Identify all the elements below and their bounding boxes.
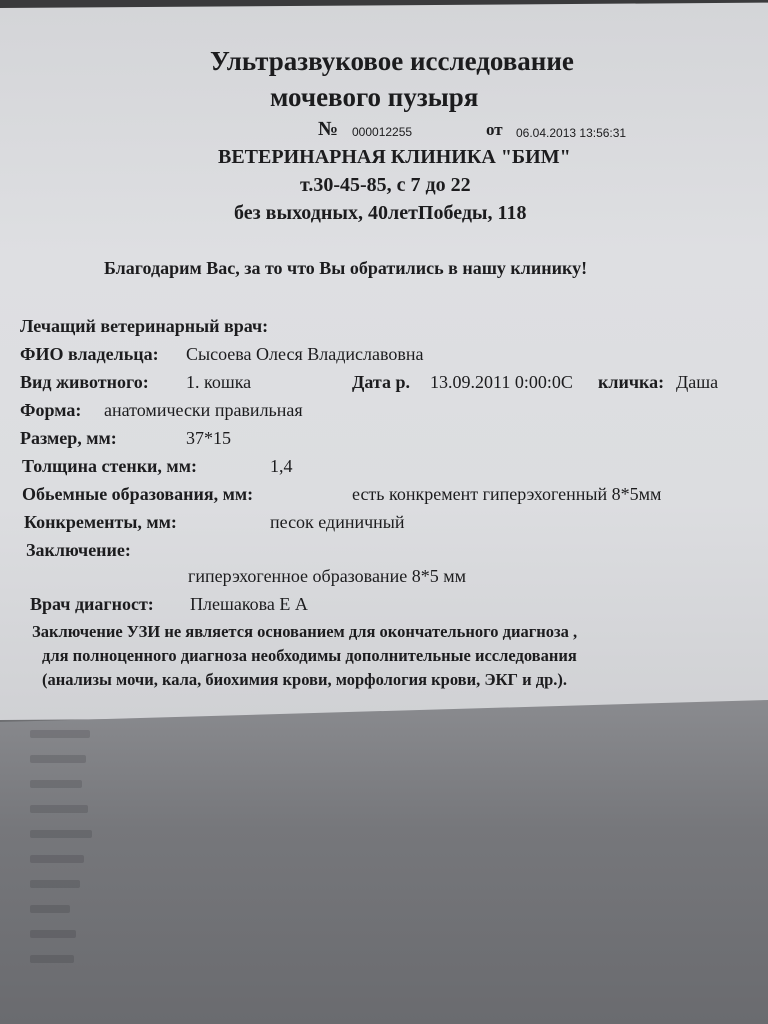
size-label: Размер, мм: (20, 428, 117, 448)
date-value: 06.04.2013 13:56:31 (516, 126, 627, 140)
form-label: Форма: (20, 400, 82, 420)
disclaimer-line-3: (анализы мочи, кала, биохимия крови, морфология крови, ЭКГ и др.). (42, 670, 568, 689)
diagnost-value: Плешакова Е А (190, 594, 308, 614)
stones-label: Конкременты, мм: (24, 512, 177, 532)
mass-value: есть конкремент гиперэхогенный 8*5мм (352, 484, 662, 504)
diagnost-label: Врач диагност: (30, 594, 154, 614)
clinic-phone: т.30-45-85, с 7 до 22 (300, 174, 471, 196)
report-title: Ультразвуковое исследование (210, 46, 574, 76)
pet-name-value: Даша (676, 372, 719, 392)
disclaimer-line-2: для полноценного диагноза необходимы дополнительные исследования (42, 646, 577, 665)
owner-label: ФИО владельца: (20, 344, 159, 364)
disclaimer-line-1: Заключение УЗИ не является основанием для окончательного диагноза , (32, 622, 578, 641)
animal-value: 1. кошка (186, 372, 252, 392)
clinic-name: ВЕТЕРИНАРНАЯ КЛИНИКА "БИМ" (218, 146, 571, 168)
animal-label: Вид животного: (20, 372, 149, 392)
pet-name-label: кличка: (598, 372, 665, 392)
wall-thickness-label: Толщина стенки, мм: (22, 456, 197, 476)
number-value: 000012255 (352, 125, 413, 139)
clinic-address: без выходных, 40летПобеды, 118 (234, 202, 527, 224)
report-subtitle: мочевого пузыря (270, 82, 479, 112)
birth-value: 13.09.2011 0:00:0С (430, 372, 573, 392)
number-label: № (318, 118, 339, 140)
stones-value: песок единичный (270, 512, 405, 532)
wall-thickness-value: 1,4 (270, 456, 293, 476)
doctor-label: Лечащий ветеринарный врач: (20, 316, 269, 336)
conclusion-label: Заключение: (26, 540, 131, 560)
greeting: Благодарим Вас, за то что Вы обратились в нашу клинику! (104, 258, 588, 278)
form-value: анатомически правильная (104, 400, 303, 420)
mass-label: Обьемные образования, мм: (22, 484, 254, 504)
size-value: 37*15 (186, 428, 231, 448)
faded-show-through-text (30, 730, 730, 1020)
birth-label: Дата р. (352, 372, 410, 392)
owner-value: Сысоева Олеся Владиславовна (186, 344, 424, 364)
date-label: от (486, 120, 503, 139)
conclusion-value: гиперэхогенное образование 8*5 мм (188, 566, 466, 586)
